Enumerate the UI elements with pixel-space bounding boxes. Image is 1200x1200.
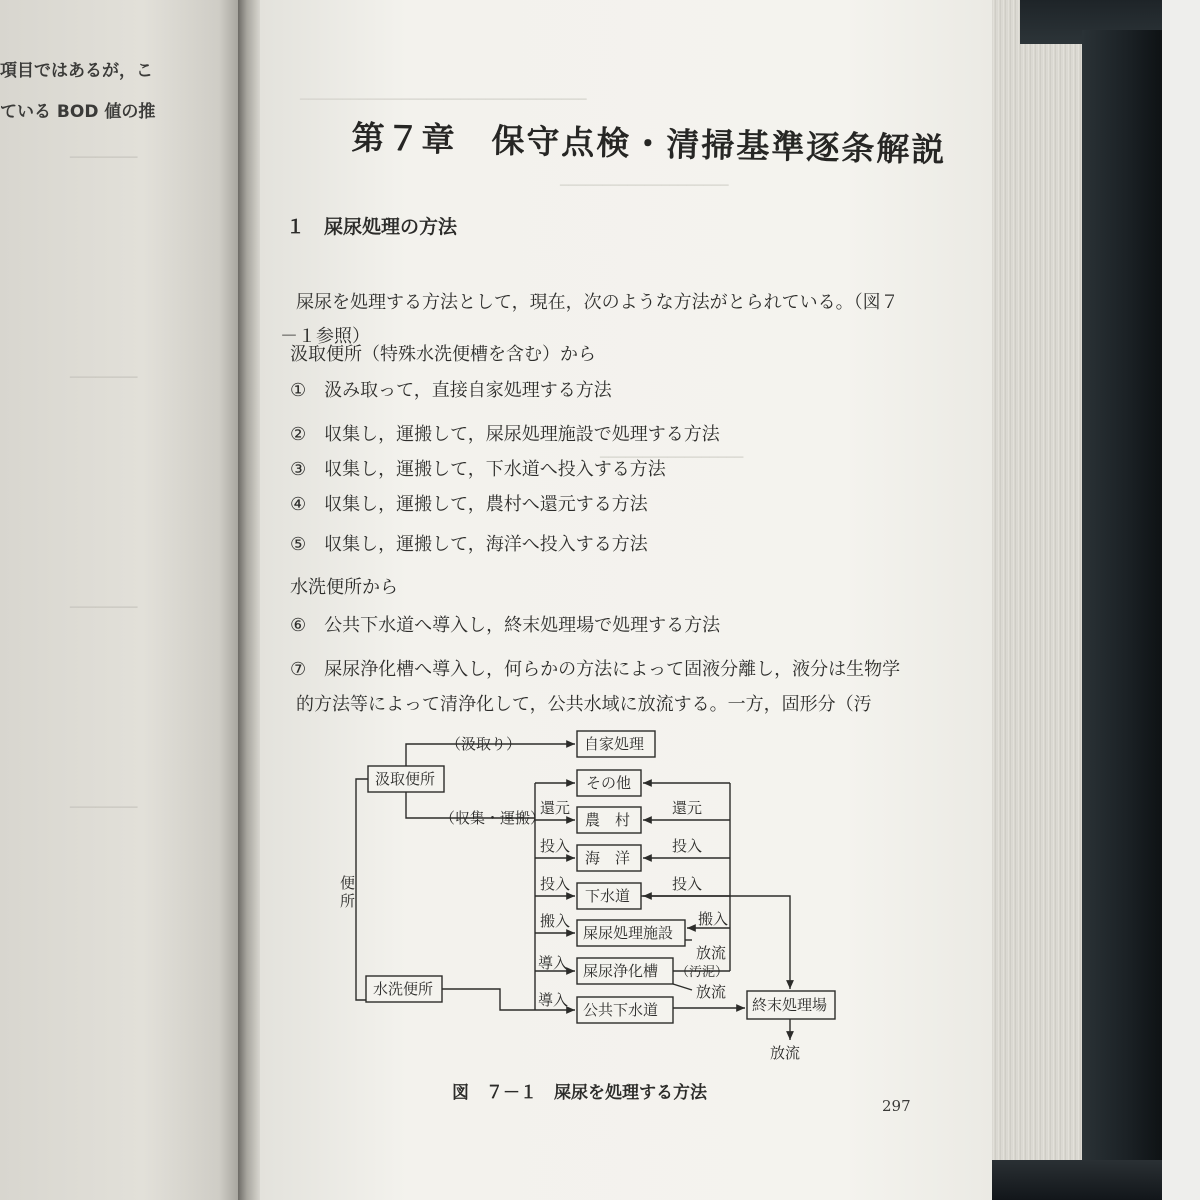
box-kumitori-toilet-label: 汲取便所 [375,770,436,788]
box-night-soil-plant-label: 屎尿処理施設 [583,924,674,942]
body-line-10: ⑥ 公共下水道へ導入し，終末処理場で処理する方法 [290,615,721,636]
label-kumitori: （汲取り） [446,735,522,753]
left-page-line-1: 項目ではあるが，こ [0,61,153,81]
label-return-in: 還元 [540,799,571,817]
label-dump-sewer-out: 投入 [672,875,703,893]
section-heading: １ 屎尿処理の方法 [286,216,458,238]
label-dump-ocean-in: 投入 [540,837,571,855]
body-line-6: ③ 収集し，運搬して，下水道へ投入する方法 [290,459,666,480]
label-introduce-septic: 導入 [538,954,569,972]
body-line-3: 汲取便所（特殊水洗便槽を含む）から [290,344,596,365]
edge-septic-discharge [673,984,692,990]
body-line-11: ⑦ 屎尿浄化槽へ導入し，何らかの方法によって固液分離し，液分は生物学 [290,659,901,680]
box-other-label: その他 [586,774,632,792]
bleed-through-text: ────────────────────────────────── [300,92,587,108]
body-line-1: 屎尿を処理する方法として，現在，次のような方法がとられている。（図７ [296,292,899,313]
body-line-8: ⑤ 収集し，運搬して，海洋へ投入する方法 [290,534,648,555]
left-bleed-text: ──────── [70,370,138,386]
label-discharge-septic: 放流 [696,983,727,1001]
page-number: 297 [882,1097,911,1115]
box-farm-label: 農 村 [585,811,631,829]
box-septic-tank-label: 屎尿浄化槽 [583,962,659,980]
label-collect-transport: （収集・運搬） [440,809,546,827]
chapter-title: 第７章 保守点検・清掃基準逐条解説 [351,117,947,170]
left-bleed-text: ──────── [70,800,138,816]
left-bleed-text: ──────── [70,150,138,166]
label-dump-ocean-out: 投入 [672,837,703,855]
body-line-9: 水洗便所から [290,577,398,598]
box-flush-toilet-label: 水洗便所 [373,980,434,998]
box-ocean-label: 海 洋 [585,849,631,867]
label-introduce-sewer: 導入 [538,991,569,1009]
box-public-sewer-label: 公共下水道 [583,1001,659,1019]
label-return-out: 還元 [672,799,703,817]
box-terminal-plant-label: 終末処理場 [752,996,828,1014]
edge-flush [442,989,535,1010]
body-line-2: －１参照） [280,326,370,347]
label-sludge: （汚泥） [676,965,729,980]
box-sewer-label: 下水道 [585,887,631,905]
figure-caption: 図 ７－１ 屎尿を処理する方法 [452,1083,707,1103]
body-line-12: 的方法等によって清浄化して，公共水域に放流する。一方，固形分（汚 [296,694,872,715]
label-dump-sewer-in: 投入 [540,875,571,893]
body-line-7: ④ 収集し，運搬して，農村へ還元する方法 [290,494,648,515]
bleed-through-text: ───────────────── [600,450,744,466]
bleed-through-text: ──────────────────── [560,178,729,194]
box-self-treatment-label: 自家処理 [584,735,645,753]
body-line-5: ② 収集し，運搬して，屎尿処理施設で処理する方法 [290,424,720,445]
left-page-line-2: ている BOD 値の推 [0,102,156,122]
left-bleed-text: ──────── [70,600,138,616]
label-carry-in: 搬入 [540,912,571,930]
label-discharge-plant: 放流 [696,944,727,962]
label-discharge-final: 放流 [770,1044,801,1062]
body-line-4: ① 汲み取って，直接自家処理する方法 [290,380,612,401]
label-toilet-group [340,874,355,910]
label-carry-in-right: 搬入 [698,910,729,928]
toilet-bracket [356,779,368,1000]
toilet-group-char: 所 [340,892,356,910]
toilet-group-char: 便 [340,874,356,892]
